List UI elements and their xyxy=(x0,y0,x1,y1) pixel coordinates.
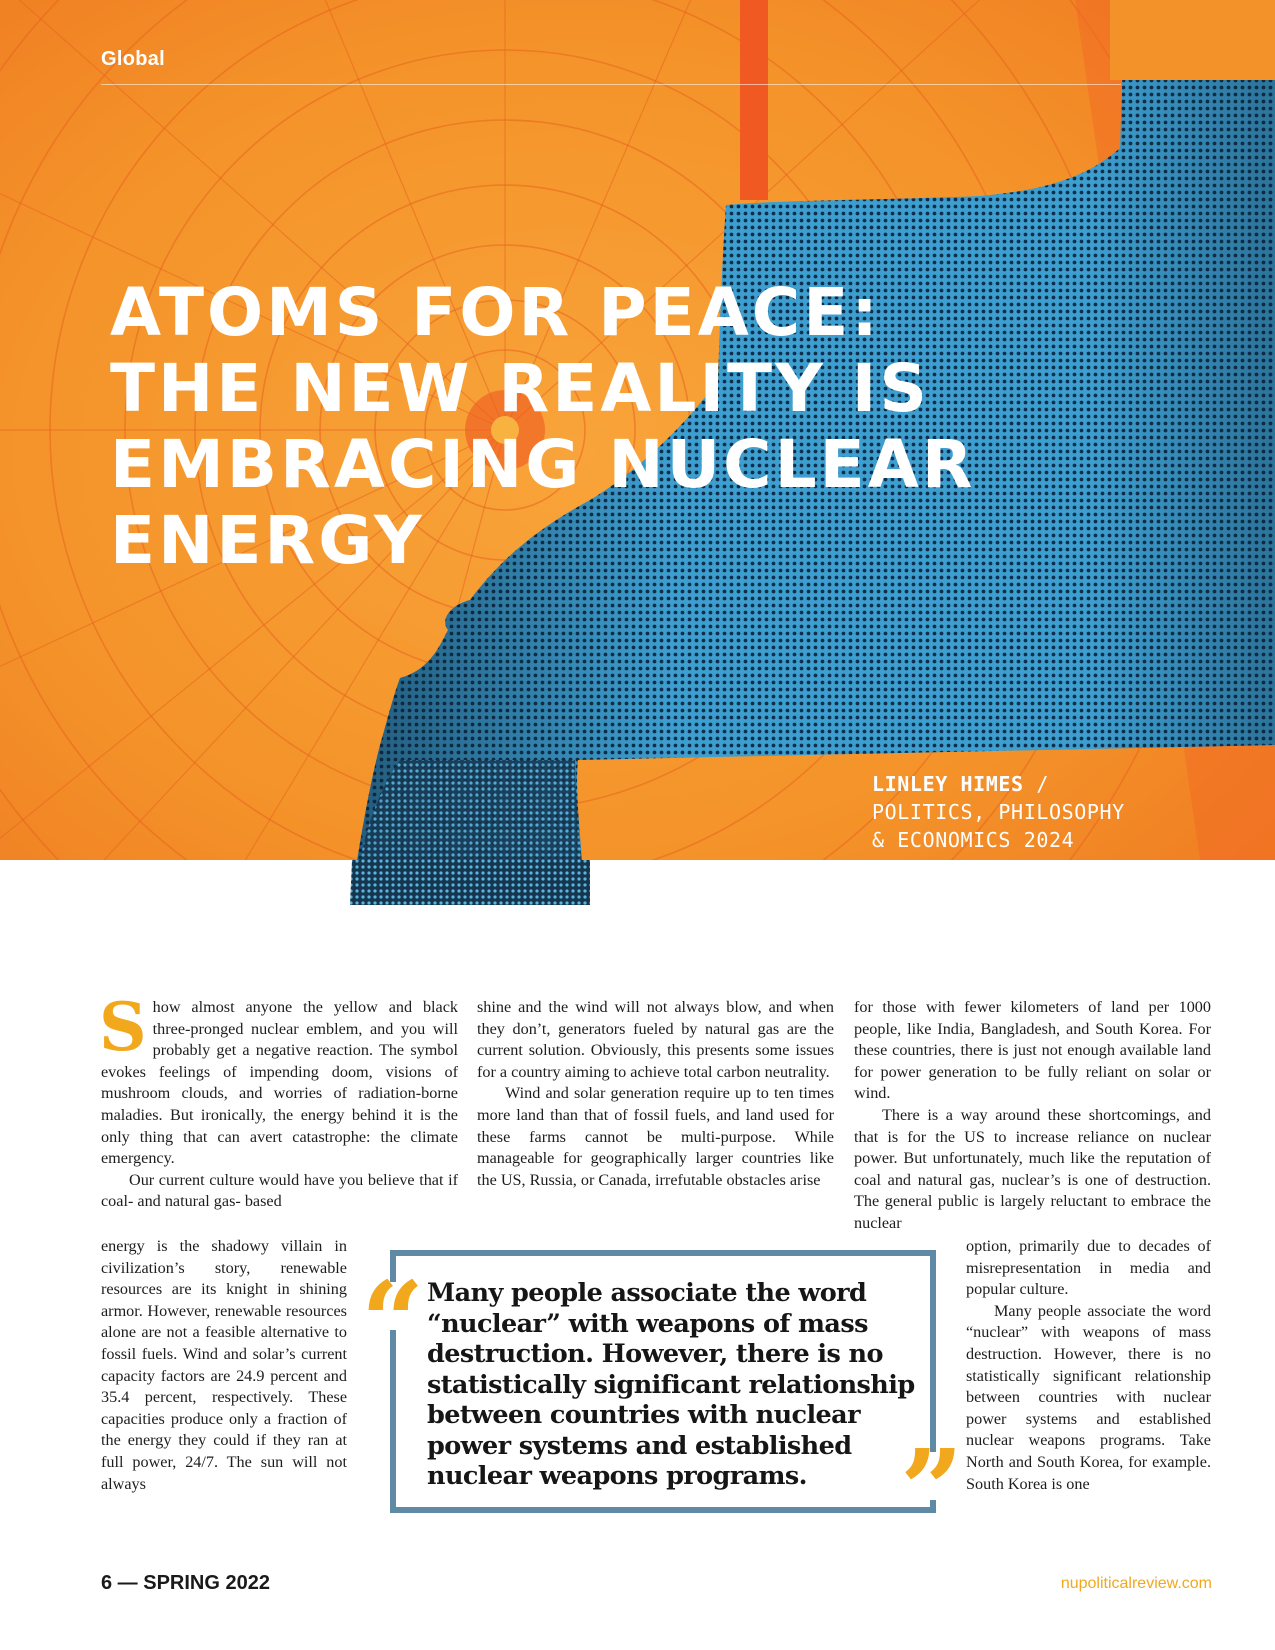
body-column-1 xyxy=(99,988,458,1213)
paragraph: option, primarily due to decades of misrepresentation in media and popular culture. xyxy=(966,1237,1211,1299)
drop-cap: S xyxy=(99,988,147,1066)
paragraph: Our current culture would have you believe that if coal- and natural gas- based xyxy=(101,1170,458,1211)
body-column-3 xyxy=(854,997,1211,1235)
author-affiliation-line-2: & ECONOMICS 2024 xyxy=(872,828,1075,852)
dial-needle xyxy=(740,0,768,200)
paragraph: shine and the wind will not always blow, and when they don’t, generators fueled by natural gas are the current solution. Obviously, this presents some issues for a country aiming to achieve total carbon neutrality. xyxy=(477,998,834,1081)
page-number-issue: 6 — SPRING 2022 xyxy=(101,1572,270,1594)
headline-line-4: ENERGY xyxy=(110,502,425,579)
author-affiliation-line-1: POLITICS, PHILOSOPHY xyxy=(872,800,1125,824)
paragraph: Wind and solar generation require up to ten times more land than that of fossil fuels, and land used for these farms cannot be multi-purpose. While manageable for geographically larger countries like the US, Russia, or Canada, irrefutable obstacles arise xyxy=(477,1084,834,1189)
headline-line-1: ATOMS FOR PEACE: xyxy=(110,274,881,351)
close-quote-icon: ” xyxy=(900,1425,964,1554)
paragraph: Many people associate the word “nuclear” with weapons of mass destruction. However, there is no statistically significant relationship between countries with nuclear power systems and established nuclear weapons programs. Take North and South Korea, for example. South Korea is one xyxy=(966,1301,1211,1493)
paragraph: for those with fewer kilometers of land per 1000 people, like India, Bangladesh, and South Korea. For these countries, there is just not enough available land for power generation to be fully reliant on solar or wind. xyxy=(854,998,1211,1103)
author-name: LINLEY HIMES xyxy=(872,772,1024,796)
body-column-2 xyxy=(477,997,834,1191)
article-headline xyxy=(110,275,1110,579)
body-column-3-continued xyxy=(966,1236,1211,1495)
byline-separator: / xyxy=(1023,772,1049,796)
pull-quote-text: Many people associate the word “nuclear” with weapons of mass destruction. However, there is no statistically significant relationship between countries with nuclear power systems and established nuclear weapons programs. xyxy=(427,1278,915,1491)
website-link[interactable]: nupoliticalreview.com xyxy=(1060,1575,1212,1592)
header-rule xyxy=(101,84,1121,85)
body-column-1-continued xyxy=(101,1236,347,1495)
paragraph: There is a way around these shortcomings, and that is for the US to increase reliance on nuclear power. But unfortunately, much like the reputation of coal and natural gas, nuclear’s is one of destruction. The general public is largely reluctant to embrace the nuclear xyxy=(854,1105,1211,1232)
paragraph: Show almost anyone the yellow and black three-pronged nuclear emblem, and you will probably get a negative reaction. The symbol evokes feelings of impending doom, visions of mushroom clouds, and worries of radiation-borne maladies. But ironically, the energy behind it is the only thing that can avert catastrophe: the climate emergency. xyxy=(99,988,458,1168)
open-quote-icon: “ xyxy=(361,1257,425,1386)
paragraph: energy is the shadowy villain in civilization’s story, renewable resources are its knight in shining armor. However, renewable resources alone are not a feasible alternative to fossil fuels. Wind and solar’s current capacity factors are 24.9 percent and 35.4 percent, respectively. These capacities produce only a fraction of the energy they could if they ran at full power, 24/7. The sun will not always xyxy=(101,1237,347,1493)
section-label: Global xyxy=(101,48,166,70)
headline-line-2: THE NEW REALITY IS xyxy=(110,350,930,427)
headline-line-3: EMBRACING NUCLEAR xyxy=(110,426,976,503)
byline xyxy=(872,770,1125,854)
